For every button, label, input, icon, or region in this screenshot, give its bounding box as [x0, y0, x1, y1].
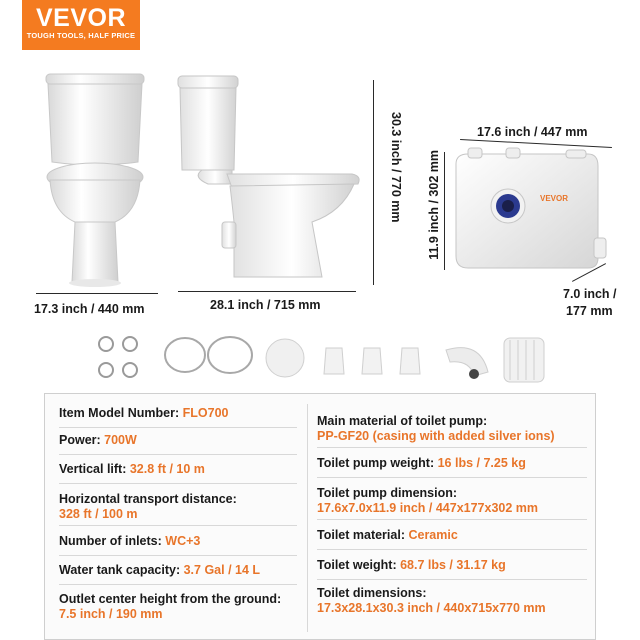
spec-inlets: [59, 534, 297, 556]
flexible-sleeve: [504, 338, 544, 382]
spec-value: 16 lbs / 7.25 kg: [437, 456, 526, 470]
spec-value: 7.5 inch / 190 mm: [59, 607, 163, 621]
spec-key: Item Model Number:: [59, 406, 183, 420]
pump-width-label: 17.6 inch / 447 mm: [477, 125, 588, 139]
spec-value: 68.7 lbs / 31.17 kg: [400, 558, 506, 572]
spec-tank-capacity: [59, 563, 297, 585]
side-depth-label: 28.1 inch / 715 mm: [210, 298, 321, 312]
front-width-line: [36, 293, 158, 294]
spec-table: [44, 393, 596, 640]
spec-vertical-lift: [59, 462, 297, 484]
hose-clamps-small: [99, 337, 137, 377]
spec-key: Horizontal transport distance:: [59, 492, 237, 506]
spec-value: Ceramic: [408, 528, 458, 542]
spec-pump-dimension: [317, 486, 587, 520]
spec-value: WC+3: [165, 534, 201, 548]
front-width-label: 17.3 inch / 440 mm: [34, 302, 145, 316]
pump-brand-label: VEVOR: [540, 194, 569, 203]
spec-toilet-material: [317, 528, 587, 550]
height-line: [373, 80, 374, 285]
spec-key: Water tank capacity:: [59, 563, 184, 577]
height-label: 30.3 inch / 770 mm: [389, 112, 403, 223]
spec-key: Main material of toilet pump:: [317, 414, 488, 428]
pipe-adapters: [324, 348, 420, 374]
spec-toilet-dimensions: [317, 586, 587, 620]
spec-key: Toilet pump weight:: [317, 456, 438, 470]
spec-value: 32.8 ft / 10 m: [129, 462, 205, 476]
spec-key: Toilet material:: [317, 528, 409, 542]
spec-key: Toilet pump dimension:: [317, 486, 458, 500]
spec-power: [59, 433, 297, 455]
spec-value: PP-GF20 (casing with added silver ions): [317, 429, 555, 443]
spec-key: Toilet weight:: [317, 558, 401, 572]
spec-value: 17.3x28.1x30.3 inch / 440x715x770 mm: [317, 601, 546, 615]
spec-key: Power:: [59, 433, 105, 447]
spec-key: Number of inlets:: [59, 534, 166, 548]
spec-value: FLO700: [182, 406, 229, 420]
seal-disc: [266, 339, 304, 377]
spec-toilet-weight: [317, 558, 587, 580]
hose-clamps-large: [165, 337, 252, 373]
accessories-row: [0, 330, 640, 390]
pump-height-label: 11.9 inch / 302 mm: [427, 150, 441, 260]
spec-key: Vertical lift:: [59, 462, 130, 476]
spec-pump-weight: [317, 456, 587, 478]
spec-pump-material: [317, 414, 587, 448]
spec-outlet-height: [59, 592, 309, 626]
spec-key: Outlet center height from the ground:: [59, 592, 282, 606]
spec-value: 328 ft / 100 m: [59, 507, 138, 521]
toilet-front-image: [40, 72, 150, 292]
spec-horizontal-distance: [59, 492, 297, 526]
pump-height-line: [444, 152, 445, 270]
elbow-connector: [446, 348, 488, 376]
toilet-side-image: [172, 72, 362, 287]
pump-depth-label-line1: 7.0 inch /: [563, 287, 617, 301]
spec-value: 17.6x7.0x11.9 inch / 447x177x302 mm: [317, 501, 539, 515]
brand-logo: [22, 0, 140, 50]
spec-key: Toilet dimensions:: [317, 586, 427, 600]
spec-model: [59, 406, 297, 428]
spec-value: 700W: [104, 433, 137, 447]
logo-brand: VEVOR: [35, 4, 127, 32]
logo-tagline: TOUGH TOOLS, HALF PRICE: [26, 31, 136, 40]
spec-value: 3.7 Gal / 14 L: [183, 563, 261, 577]
pump-depth-label-line2: 177 mm: [566, 304, 613, 318]
macerator-pump-image: [448, 146, 608, 274]
side-depth-line: [178, 291, 356, 292]
